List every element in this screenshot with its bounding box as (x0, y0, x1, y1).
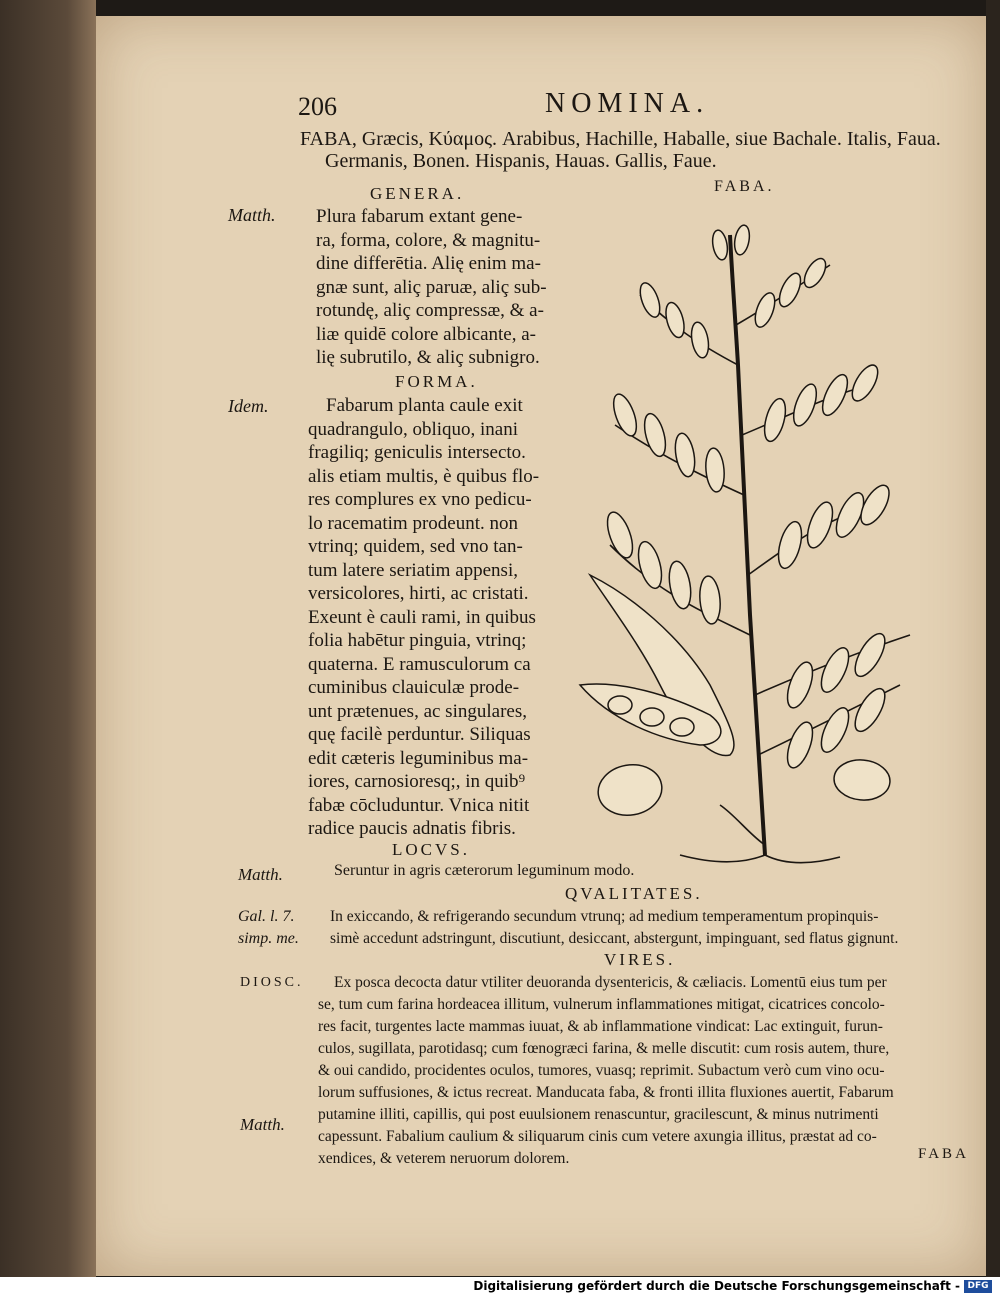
forma-text (308, 394, 539, 841)
genera-text (316, 205, 547, 370)
margin-note-matth-3: Matth. (240, 1115, 285, 1134)
forma-line: fabæ cōcluduntur. Vnica nitit (308, 794, 530, 816)
forma-line: tum latere seriatim appensi, (308, 559, 518, 581)
forma-line: folia habētur pinguia, vtrinq; (308, 630, 527, 651)
page-edge (986, 0, 1000, 1297)
vires-line: se, tum cum farina hordeacea illitum, vulnerum inflammationes mitigat, cicatrices concolo- (318, 996, 885, 1013)
qualitates-line: simè accedunt adstringunt, discutiunt, desiccant, abstergunt, impinguant, sed flatus gignunt. (330, 930, 899, 947)
forma-line: Exeunt è cauli rami, in quibus (308, 606, 536, 628)
genera-line: ra, forma, colore, & magnitu- (316, 229, 541, 251)
forma-line: quaterna. E ramusculorum ca (308, 653, 531, 675)
vires-heading: VIRES. (604, 950, 676, 969)
margin-note-matth-2: Matth. (238, 865, 283, 884)
digitization-footer (0, 1277, 1000, 1297)
genera-line: rotundę, aliç compressæ, & a- (316, 300, 544, 321)
running-head: NOMINA. (545, 88, 710, 119)
genera-line: lię subrutilo, & aliç subnigro. (316, 347, 540, 368)
forma-line: fragiliq; geniculis intersecto. (308, 442, 526, 463)
vires-line: & oui candido, procidentes oculos, tumores, vuasq; reprimit. Subactum verò cum vino ocu- (318, 1062, 885, 1079)
forma-line: quę facilè perduntur. Siliquas (308, 724, 531, 745)
forma-heading: FORMA. (395, 372, 478, 391)
vires-line: Ex posca decocta datur vtiliter deuoranda dysentericis, & cæliacis. Lomentū eius tum per (334, 974, 887, 991)
dfg-logo: DFG (964, 1280, 992, 1293)
margin-note-idem: Idem. (228, 396, 269, 416)
forma-line: versicolores, hirti, ac cristati. (308, 583, 529, 604)
faba-plant-woodcut (570, 215, 940, 865)
book-spine (0, 0, 96, 1297)
forma-line: lo racematim prodeunt. non (308, 512, 518, 534)
vires-line: capessunt. Fabalium caulium & siliquarum cinis cum vetere axungia illitus, præstat ad co- (318, 1128, 877, 1145)
margin-note-diosc: DIOSC. (240, 975, 304, 990)
genera-line: dine differētia. Alię enim ma- (316, 253, 541, 274)
footer-text: Digitalisierung gefördert durch die Deutsche Forschungsgemeinschaft - (473, 1279, 960, 1293)
vires-line: xendices, & veterem neruorum dolorem. (318, 1150, 570, 1167)
genera-line: liæ quidē colore albicante, a- (316, 323, 536, 345)
forma-line: edit cæteris leguminibus ma- (308, 747, 529, 769)
qualitates-heading: QVALITATES. (565, 884, 703, 903)
qualitates-line: In exiccando, & refrigerando secundum vtrunq; ad medium temperamentum propinquis- (330, 908, 879, 925)
forma-line: Fabarum planta caule exit (326, 395, 523, 416)
vires-line: culos, sugillata, parotidasq; cum fœnogræci farina, & melle discutit: cum rosis autem, thure, (318, 1040, 890, 1057)
locus-heading: LOCVS. (392, 840, 470, 859)
margin-note-matth: Matth. (228, 205, 276, 225)
genera-heading: GENERA. (370, 184, 465, 203)
names-line-1: FABA, Græcis, Κύαμος. Arabibus, Hachille, Haballe, siue Bachale. Italis, Faua. (300, 128, 941, 150)
genera-line: Plura fabarum extant gene- (316, 206, 523, 227)
names-line-2: Germanis, Bonen. Hispanis, Hauas. Gallis, Faue. (325, 150, 717, 172)
forma-line: cuminibus clauiculæ prode- (308, 677, 520, 698)
forma-line: radice paucis adnatis fibris. (308, 818, 516, 839)
margin-note-gal: Gal. l. 7. (238, 908, 295, 925)
figure-title: FABA. (714, 178, 775, 195)
vires-line: putamine illiti, capillis, qui post euulsionem renascuntur, gracilescunt, & minus nutrimenti (318, 1106, 879, 1123)
vires-line: res facit, turgentes lacte mammas iuuat, & ab inflammatione vindicat: Lac extinguit, furun- (318, 1018, 883, 1035)
forma-line: iores, carnosioresq;, in quib⁹ (308, 771, 526, 792)
genera-line: gnæ sunt, aliç paruæ, aliç sub- (316, 276, 547, 298)
forma-line: quadrangulo, obliquo, inani (308, 418, 519, 440)
forma-line: unt prætenues, ac singulares, (308, 700, 527, 722)
locus-text: Seruntur in agris cæterorum leguminum modo. (334, 862, 635, 879)
forma-line: vtrinq; quidem, sed vno tan- (308, 536, 523, 557)
page-number: 206 (298, 92, 337, 121)
vires-line: lorum suffusiones, & ictus recreat. Manducata faba, & fronti illita fluxiones auertit, Fabarum (318, 1084, 894, 1101)
forma-line: res complures ex vno pedicu- (308, 489, 532, 510)
qualitates-text (330, 906, 898, 950)
catchword: FABA (918, 1146, 969, 1162)
vires-text (318, 972, 894, 1170)
forma-line: alis etiam multis, è quibus flo- (308, 465, 540, 487)
margin-note-gal-2: simp. me. (238, 930, 299, 947)
